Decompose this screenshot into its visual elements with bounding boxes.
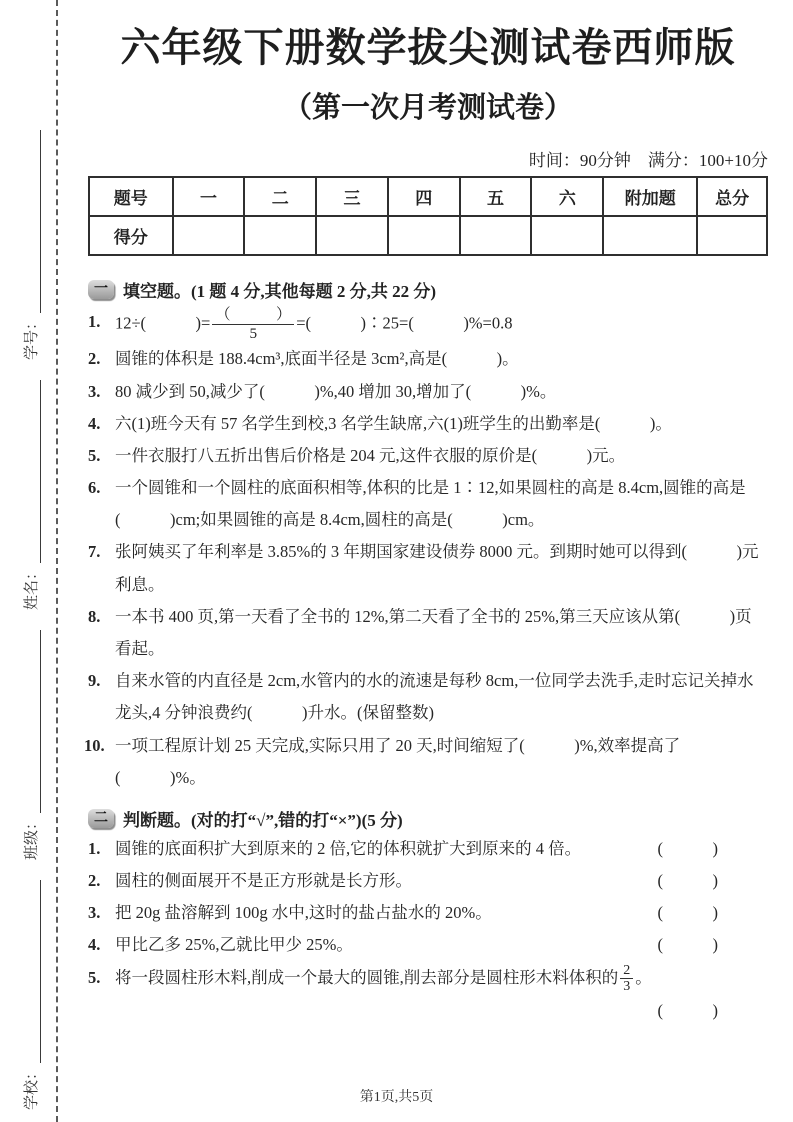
fraction-denominator: 5: [249, 325, 258, 343]
fraction: [620, 963, 633, 995]
question-text: 一个圆锥和一个圆柱的底面积相等,体积的比是 1∶12,如果圆柱的高是 8.4cm,圆锥的高是( )cm;如果圆锥的高是 8.4cm,圆柱的高是( )cm。: [115, 478, 746, 530]
question-text: 。: [635, 967, 652, 987]
score-table-score-row: [89, 216, 767, 255]
judge-question-5-answer-line: [88, 995, 768, 1027]
score-cell-1[interactable]: [173, 216, 245, 255]
question-text: 12÷( )=: [115, 313, 211, 333]
question-text: 80 减少到 50,减少了( )%,40 增加 30,增加了( )%。: [115, 381, 557, 401]
question-number: 1.: [88, 838, 101, 858]
student-name-field: [19, 380, 41, 610]
fraction-numerator: （ ）: [212, 306, 294, 325]
question-number: 1.: [88, 312, 101, 331]
question-text: 一件衣服打八五折出售后价格是 204 元,这件衣服的原价是( )元。: [115, 445, 626, 465]
paper-title: 六年级下册数学拔尖测试卷西师版: [120, 25, 736, 70]
question-number: 9.: [88, 671, 101, 691]
score-table-header-row: [89, 177, 767, 216]
answer-blank[interactable]: ( ): [657, 838, 718, 858]
question-text: 张阿姨买了年利率是 3.85%的 3 年期国家建设债券 8000 元。到期时她可以得到( )元利息。: [115, 542, 759, 594]
score-header-total: 总分: [697, 177, 767, 216]
score-header-1: 一: [173, 177, 245, 216]
fill-question-4: [88, 408, 768, 440]
question-number: 7.: [88, 542, 101, 562]
score-header-2: 二: [244, 177, 316, 216]
fill-question-list: [84, 306, 768, 794]
score-header-extra: 附加题: [603, 177, 697, 216]
question-text: 圆柱的侧面展开不是正方形就是长方形。: [115, 871, 412, 891]
question-number: 6.: [88, 478, 101, 498]
score-cell-4[interactable]: [388, 216, 460, 255]
score-cell-6[interactable]: [531, 216, 603, 255]
fill-question-1: [88, 306, 768, 343]
time-score-info: 时间：90分钟 满分：100+10分: [528, 151, 768, 170]
score-header-5: 五: [460, 177, 532, 216]
question-number: 4.: [88, 935, 101, 955]
student-id-field: [19, 130, 41, 360]
answer-blank[interactable]: ( ): [657, 871, 718, 891]
question-text: 将一段圆柱形木料,削成一个最大的圆锥,削去部分是圆柱形木料体积的: [115, 967, 619, 987]
question-text: =( )∶25=( )%=0.8: [296, 313, 513, 333]
question-number: 2.: [88, 871, 101, 891]
school-label: 学校：: [24, 1064, 40, 1110]
student-id-label: 学号：: [24, 314, 40, 360]
answer-blank[interactable]: ( ): [657, 903, 718, 923]
question-number: 10.: [84, 735, 105, 755]
score-cell-extra[interactable]: [603, 216, 697, 255]
question-number: 5.: [88, 445, 101, 465]
answer-blank[interactable]: ( ): [657, 935, 718, 955]
fill-question-5: [88, 440, 768, 472]
class-field: [19, 630, 41, 860]
score-header-6: 六: [531, 177, 603, 216]
judge-question-5: [88, 962, 768, 995]
section-2-note: (对的打“√”,错的打“×”)(5 分): [191, 810, 403, 830]
score-cell-2[interactable]: [244, 216, 316, 255]
judge-question-2: [88, 865, 768, 897]
student-name-blank-line[interactable]: [27, 380, 41, 563]
student-name-label: 姓名：: [24, 564, 40, 610]
judge-question-3: [88, 897, 768, 929]
judge-question-4: [88, 929, 768, 961]
question-text: 把 20g 盐溶解到 100g 水中,这时的盐占盐水的 20%。: [115, 903, 492, 923]
fraction-numerator: 2: [620, 963, 633, 979]
question-number: 3.: [88, 381, 101, 401]
score-cell-5[interactable]: [460, 216, 532, 255]
school-blank-line[interactable]: [27, 880, 41, 1063]
student-id-blank-line[interactable]: [27, 130, 41, 313]
question-text: 圆锥的底面积扩大到原来的 2 倍,它的体积就扩大到原来的 4 倍。: [115, 838, 582, 858]
page-number: 第1页,共5页: [359, 1090, 434, 1105]
question-number: 3.: [88, 903, 101, 923]
question-text: 圆锥的体积是 188.4cm³,底面半径是 3cm²,高是( )。: [115, 349, 519, 369]
class-blank-line[interactable]: [27, 630, 41, 813]
section-1-badge-icon: 一: [88, 280, 114, 299]
question-text: 一本书 400 页,第一天看了全书的 12%,第二天看了全书的 25%,第三天应该从第( )页看起。: [115, 606, 752, 658]
question-number: 5.: [88, 967, 101, 987]
section-2-badge-icon: 二: [88, 809, 114, 828]
score-cell-total[interactable]: [697, 216, 767, 255]
fill-question-6: [88, 472, 768, 536]
fill-question-9: [88, 665, 768, 729]
question-text: 自来水管的内直径是 2cm,水管内的水的流速是每秒 8cm,一位同学去洗手,走时忘记关掉水龙头,4 分钟浪费约( )升水。(保留整数): [115, 671, 754, 723]
judge-question-list: [88, 833, 768, 1027]
section-2-title: 判断题。: [123, 810, 191, 830]
section-1-title: 填空题。: [123, 282, 191, 301]
section-1-header: [88, 277, 768, 302]
question-number: 8.: [88, 606, 101, 626]
score-cell-3[interactable]: [316, 216, 388, 255]
score-header-3: 三: [316, 177, 388, 216]
fill-question-7: [88, 536, 768, 600]
fill-question-2: [88, 343, 768, 375]
question-text: 甲比乙多 25%,乙就比甲少 25%。: [115, 935, 353, 955]
question-text: 六(1)班今天有 57 名学生到校,3 名学生缺席,六(1)班学生的出勤率是( )。: [115, 413, 672, 433]
score-row-label: 得分: [89, 216, 173, 255]
fraction-denominator: 3: [623, 979, 631, 995]
fill-question-3: [88, 376, 768, 408]
paper-subtitle: （第一次月考测试卷）: [282, 92, 573, 124]
question-text: 一项工程原计划 25 天完成,实际只用了 20 天,时间缩短了( )%,效率提高了( )%。: [115, 735, 681, 787]
fraction: [212, 306, 294, 343]
paper-body: [84, 16, 768, 1027]
judge-question-1: [88, 833, 768, 865]
question-number: 4.: [88, 413, 101, 433]
score-header-timuhao: 题号: [89, 177, 173, 216]
section-1-note: (1 题 4 分,其他每题 2 分,共 22 分): [191, 282, 437, 301]
section-2-header: [88, 806, 768, 831]
fill-question-10: [84, 730, 768, 794]
answer-blank[interactable]: ( ): [657, 1000, 718, 1020]
class-label: 班级：: [24, 814, 40, 860]
fill-question-8: [88, 601, 768, 665]
cut-dashed-line: [56, 0, 58, 1122]
question-number: 2.: [88, 349, 101, 369]
school-field: [19, 880, 41, 1110]
score-header-4: 四: [388, 177, 460, 216]
score-table: [88, 176, 768, 256]
